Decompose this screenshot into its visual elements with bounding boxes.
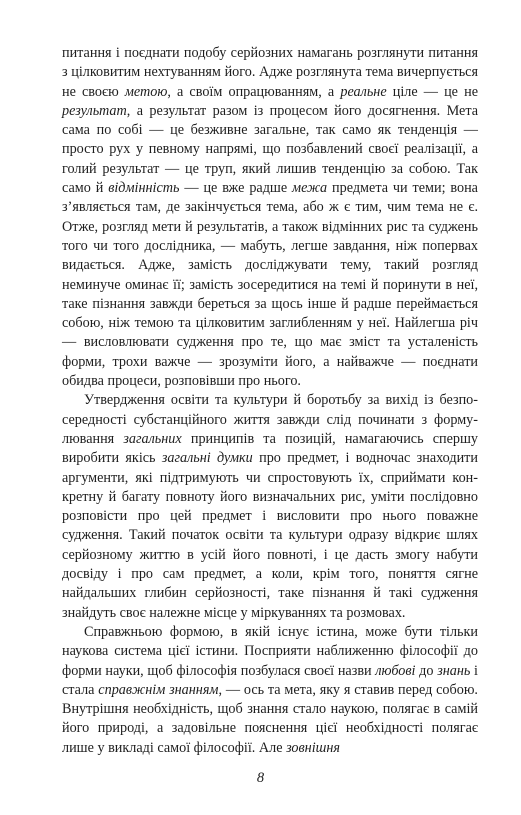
text-run: , а результат разом із процесом його досягнення. Мета сама по собі — це безживне загальне, так само як тенденція — просто рух у певному напрямі, що позбавлений своєї реалізації, а голий результат — це труп, який лишив тенденцію за собою. Так само й [62,102,478,197]
text-run: — це вже радше [179,180,293,197]
paragraph-3 [62,623,478,758]
text-run: і стала [62,662,478,698]
italic-phrase: загальні думки [161,450,253,467]
text-run: до [415,662,438,679]
text-run: принципів та позицій, намагаючись спершу виробити якісь [62,430,478,467]
italic-phrase: знань [437,662,471,679]
italic-phrase: реальне [340,83,387,100]
page-number: 8 [256,770,265,786]
italic-phrase: загальних [123,430,182,447]
italic-phrase: межа [292,180,328,197]
text-run: ціле — це не [386,83,478,100]
italic-phrase: відмінність [108,180,180,197]
paragraph-1 [62,44,478,391]
text-run: , — ось та мета, яку я ставив перед собою. Внутрішня необхідність, щоб знання стало наукою, полягає в самій його природі, а задовільне пояснення цієї необхідності полягає лише у викладі самої філософії. Але [62,681,478,756]
italic-phrase: метою [124,83,168,100]
text-run: Утвердження освіти та культури й боротьбу за вихід із безпосередності субстанційного життя завжди слід починати з формулювання [62,392,478,447]
text-run: Справжньою формою, в якій існує істина, може бути тільки наукова система цієї істини. Посприяти наближенню філософії до форми науки, щоб філософія позбулася своєї назви [62,623,478,679]
text-run: предмета чи теми; вона з’являється там, де закінчується тема, або ж є тим, чим тема не є. Отже, розгляд мети й результатів, а також відмінних рис та суджень того чи того дослідника, — мабуть, легше завдання, ніж попервах видається. Адже, замість досліджувати тему, такий розгляд неминуче оминає її; замість зосередитися на темі й поринути в неї, таке пізнання завжди береться за щось інше й радше переймається собою, ніж темою та цілковитим заглибленням у неї. Найлегша річ — висловлювати судження про те, що має зміст та усталеність форми, трохи важче — зрозуміти його, а найважче — поєднати обидва процеси, розповівши про нього. [62,180,478,390]
italic-phrase: результат [62,102,127,119]
italic-phrase: справжнім знанням [98,681,219,698]
text-run: про предмет, і водночас знаходити аргументи, які підтримують чи спростовують їх, сприймати конкретну й багату повноту його визначальних рис, уміти послідовно розповісти про цей предмет і висловити про нього поважне судження. Такий початок освіти та культури одразу відкриє шлях серйозному життю в усій його повноті, і це дасть змогу набути досвіду і про сам предмет, а коли, крім того, поняття сягне найдальших глибин серйозності, таке пізнання й такі судження знайдуть своє належне місце у міркуваннях та розмовах. [62,450,478,621]
italic-phrase: любові [375,662,416,679]
text-run: питання і поєднати подобу серйозних намагань розглянути питання з цілковитим нехтуванням його. Адже розглянута тема вичерпується не своєю [62,45,478,100]
document-page [62,44,478,758]
paragraph-2 [62,391,478,623]
text-run: , а своїм опрацюванням, а [167,83,341,100]
italic-phrase: зовнішня [286,739,341,756]
